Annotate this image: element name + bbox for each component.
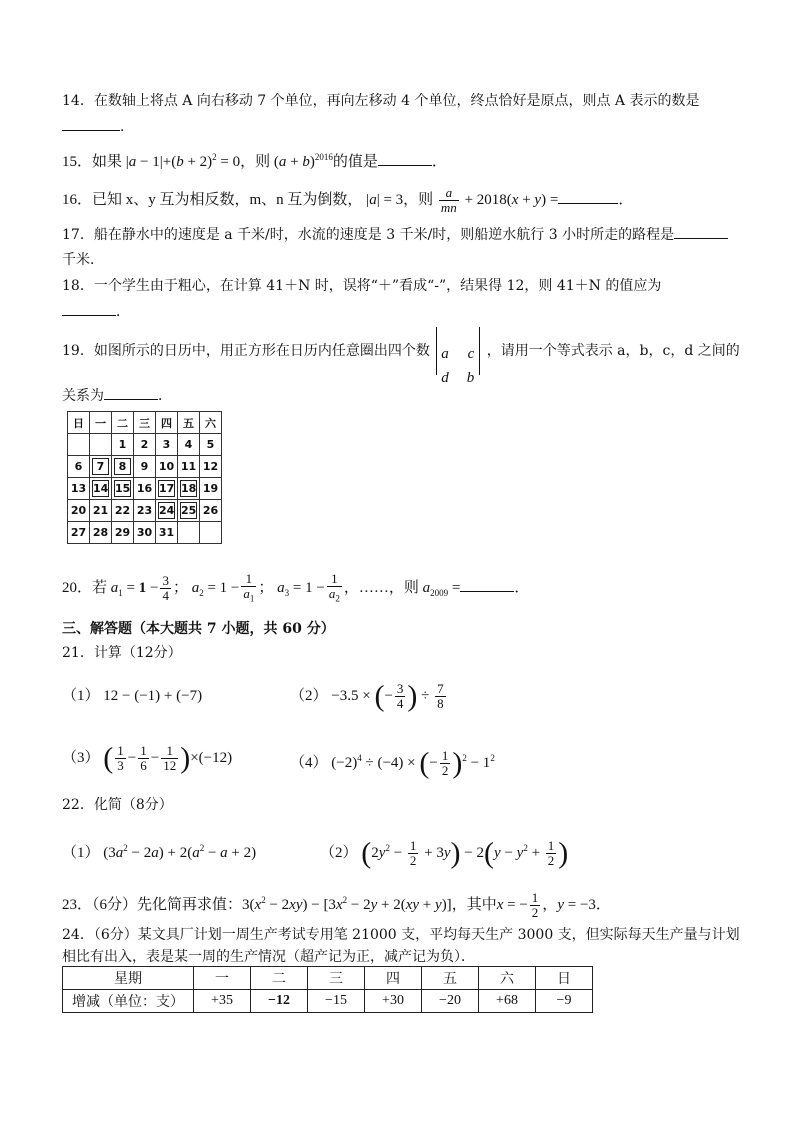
answer-blank[interactable] — [460, 579, 514, 592]
production-table — [62, 966, 593, 1013]
q21-part1: （1） 12 − (−1) + (−7) — [62, 688, 203, 704]
q22-part1: （1） $(3a^2 - 2a) + 2(a^2 - a + 2)$ — [62, 843, 257, 861]
question-21-title: 21．计算（12分） — [62, 645, 182, 661]
q21-part4: （4） $(-2)^4 \div (-4)$ × (− $\frac{1}{2}$ )$^2 - 1^2$ — [290, 746, 495, 780]
calendar-row: 1 2 3 4 5 — [68, 434, 222, 456]
table-header: 一 — [194, 967, 251, 990]
section-3-heading: 三、解答题（本大题共 7 小题，共 60 分） — [62, 621, 335, 637]
table-cell: +35 — [194, 990, 251, 1013]
boxed-day: 14 — [93, 482, 109, 495]
question-15: 15．如果 $|a - 1|+(b + 2)^2 = 0$，则 $(a + b)^{2016}$的值是 ． — [62, 152, 447, 170]
table-header: 星期 — [63, 967, 194, 990]
table-header: 五 — [422, 967, 479, 990]
table-cell: −15 — [308, 990, 365, 1013]
calendar-header: 日 — [68, 412, 90, 434]
boxed-day: 25 — [181, 504, 197, 517]
table-header: 日 — [536, 967, 593, 990]
question-20: 20．若 $a_1 = 1$ − $\frac{3}{4}$ ； $a_2 = 1$ − $\frac{1}{a_1}$ ； $a_3 = 1$ − $\frac{1}{a_2}$ ，……，则 $a_{2009}$ = ． — [62, 570, 530, 604]
q16-expression: + 2018(x + y) = — [464, 191, 559, 208]
table-cell: −12 — [251, 990, 308, 1013]
calendar-header-row — [68, 412, 222, 434]
question-18-answer: ． — [62, 303, 130, 321]
production-value-row — [63, 990, 593, 1013]
table-cell: +30 — [365, 990, 422, 1013]
production-header-row — [63, 967, 593, 990]
table-header: 六 — [479, 967, 536, 990]
q20-target: $a_{2009}$ = — [422, 580, 461, 598]
q20-a3: $a_3 = 1$ − — [277, 580, 325, 598]
table-header: 三 — [308, 967, 365, 990]
calendar-row: 6 7 8 9 10 11 12 — [68, 456, 222, 478]
row-label: 增减（单位：支） — [63, 990, 194, 1013]
table-header: 二 — [251, 967, 308, 990]
q20-a2: $a_2 = 1$ − — [191, 580, 240, 598]
boxed-day: 24 — [159, 504, 175, 517]
calendar-header: 三 — [134, 412, 156, 434]
calendar-header: 五 — [178, 412, 200, 434]
question-18: 18．一个学生由于粗心，在计算 41＋N 时，误将“＋”看成“-”，结果得 12，则 41＋N 的值应为 — [62, 278, 662, 294]
calendar-row: 13 14 15 16 17 18 19 — [68, 478, 222, 500]
boxed-day: 8 — [114, 458, 131, 475]
table-cell: −9 — [536, 990, 593, 1013]
question-19-answer: 关系为 ． — [62, 388, 172, 404]
question-24-line2: 相比有出入，表是某一周的生产情况（超产记为正，减产记为负）． — [62, 949, 475, 965]
table-cell: +68 — [479, 990, 536, 1013]
table-header: 四 — [365, 967, 422, 990]
calendar-row: 27 28 29 30 31 — [68, 522, 222, 544]
q16-abs: |a| = 3 — [366, 191, 404, 208]
boxed-day: 7 — [92, 458, 109, 475]
q15-equation: $|a - 1|+(b + 2)^2 = 0$ — [125, 152, 241, 170]
answer-blank[interactable] — [62, 303, 116, 316]
answer-blank[interactable] — [378, 153, 432, 166]
calendar-table — [67, 411, 222, 544]
calendar-header: 二 — [112, 412, 134, 434]
q20-a1: $a_1 = 1$ − — [110, 580, 159, 598]
boxed-day: 18 — [181, 482, 197, 495]
question-14-text: 14．在数轴上将点 A 向右移动 7 个单位，再向左移动 4 个单位，终点恰好是原点，则点 A 表示的数是 — [62, 93, 700, 109]
q19-matrix: a c d b — [436, 327, 480, 375]
answer-blank[interactable] — [558, 191, 618, 204]
question-14-answer: ． — [62, 118, 134, 136]
question-17-line2: 千米． — [62, 252, 104, 268]
q21-part2: （2） −3.5 × (− $\frac{3}{4}$ ) ÷ $\frac{7}{8}$ — [290, 679, 444, 713]
question-16: 16．已知 x、y 互为相反数，m、n 互为倒数， |a| = 3，则 $\frac{a}{mn}$ + 2018(x + y) = ． — [62, 185, 634, 215]
calendar-row: 20 21 22 23 24 25 26 — [68, 500, 222, 522]
question-22-title: 22．化简（8分） — [62, 797, 173, 813]
answer-blank[interactable] — [674, 226, 728, 239]
q16-fraction: $\frac{a}{mn}$ — [440, 185, 457, 215]
q21-part3: （3） ( $\frac{1}{3}$ − $\frac{1}{6}$ − $\frac{1}{12}$ )×(−12) — [62, 741, 233, 775]
q15-expression: $(a + b)^{2016}$ — [273, 152, 333, 170]
question-17: 17．船在静水中的速度是 a 千米/时，水流的速度是 3 千米/时，则船逆水航行 3 小时所走的路程是 — [62, 226, 728, 244]
answer-blank[interactable] — [104, 387, 158, 400]
boxed-day: 17 — [159, 482, 175, 495]
calendar-header: 六 — [200, 412, 222, 434]
question-23: 23．（6分）先化简再求值：$3(x^2 - 2xy) - [3x^2 - 2y + 2(xy + y)]$，其中x = − $\frac{1}{2}$ ，y = −3． — [62, 890, 611, 921]
table-cell: −20 — [422, 990, 479, 1013]
answer-blank[interactable] — [62, 118, 120, 131]
question-19: 19．如图所示的日历中，用正方形在日历内任意圈出四个数 a c d b ，请用一个等式表示 a，b，c，d 之间的 — [62, 326, 740, 376]
calendar-header: 四 — [156, 412, 178, 434]
boxed-day: 15 — [115, 482, 131, 495]
question-24-line1: 24．（6分）某文具厂计划一周生产考试专用笔 21000 支，平均每天生产 3000 支，但实际每天生产量与计划 — [62, 927, 740, 943]
q22-part2: （2） ($2y^2$ − $\frac{1}{2}$ + $3y) - 2(y - y^2$ + $\frac{1}{2}$ ) — [320, 836, 569, 870]
question-14 — [62, 92, 699, 110]
calendar-header: 一 — [90, 412, 112, 434]
